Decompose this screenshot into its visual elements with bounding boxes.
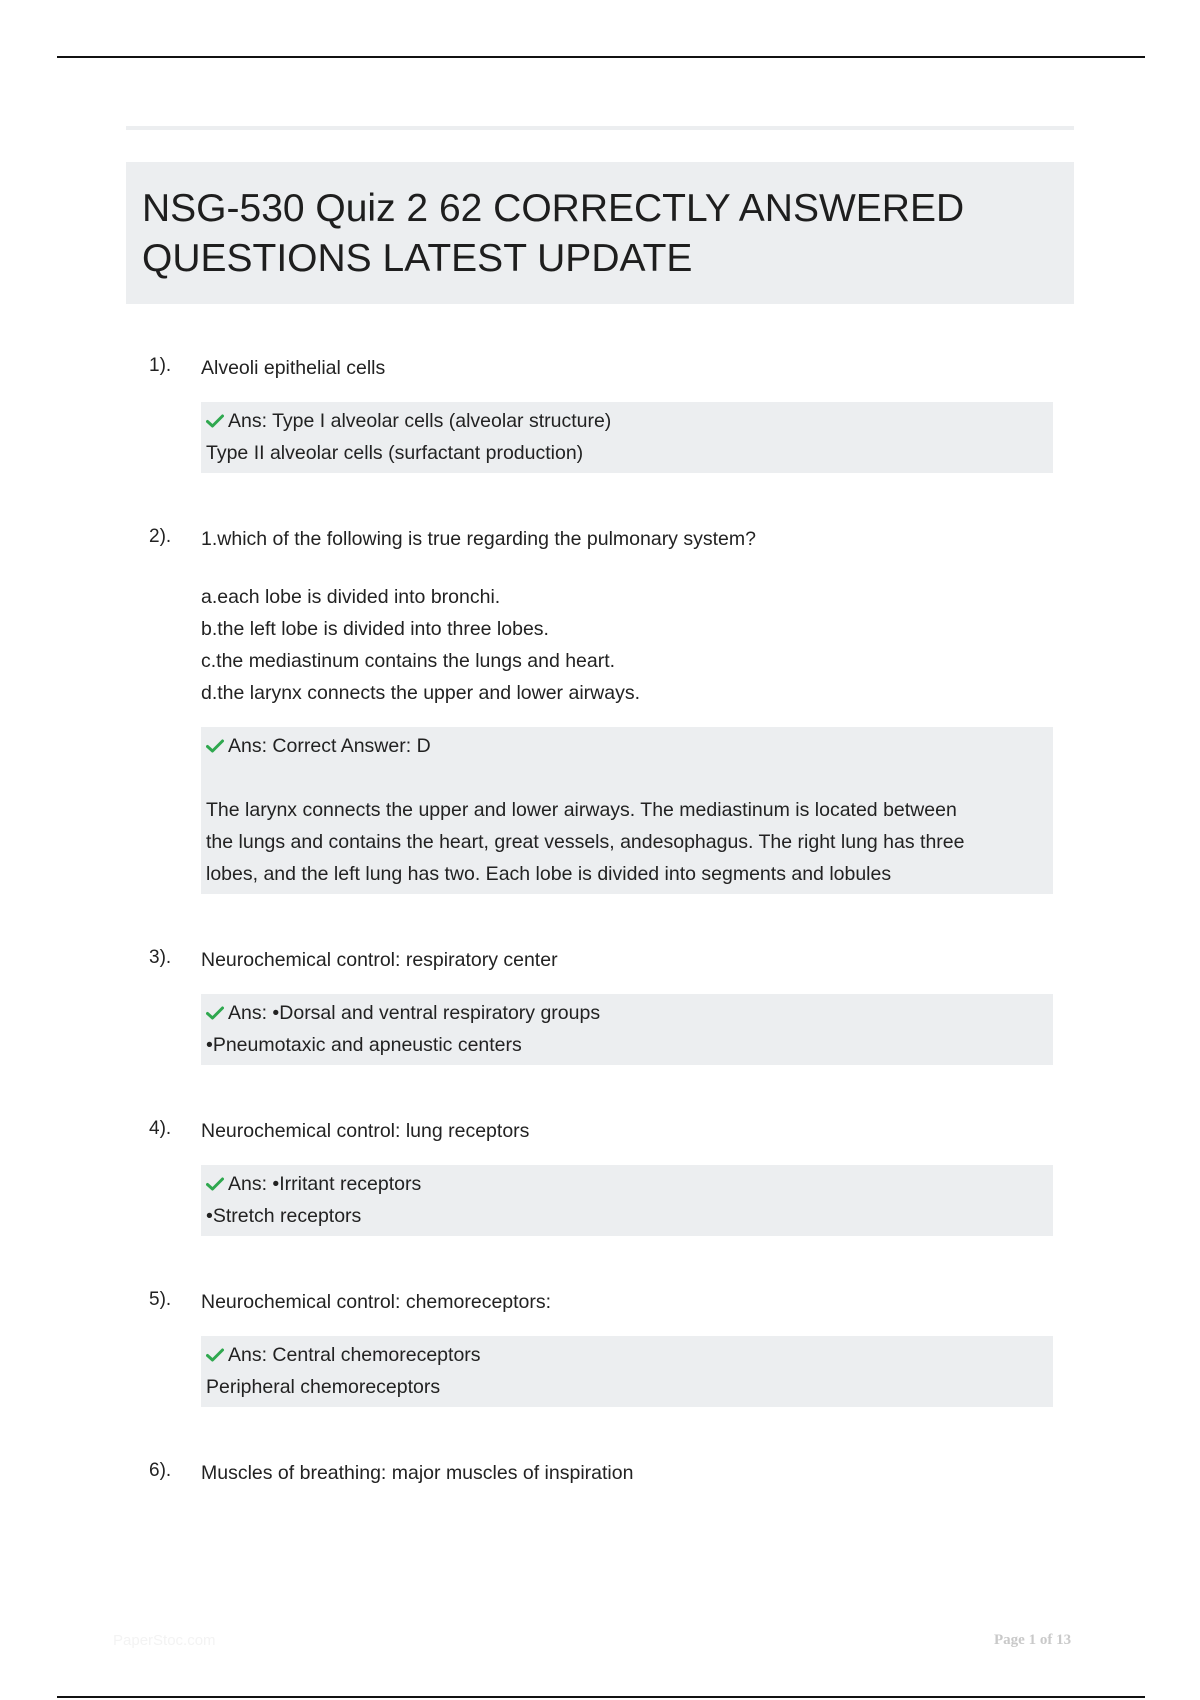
question-text: Alveoli epithelial cells bbox=[201, 357, 386, 379]
question-number: 3). bbox=[149, 947, 172, 968]
answer-text: Ans: Type I alveolar cells (alveolar structure) bbox=[228, 410, 612, 432]
answer-line: lobes, and the left lung has two. Each lobe is divided into segments and lobules bbox=[206, 863, 892, 885]
footer-watermark: PaperStoc.com bbox=[113, 1632, 216, 1649]
answer-line bbox=[206, 405, 1048, 437]
question-number: 2). bbox=[149, 526, 172, 547]
answer-box bbox=[201, 1165, 1053, 1236]
option-line: b.the left lobe is divided into three lobes. bbox=[201, 618, 549, 640]
answer-box bbox=[201, 727, 1053, 894]
question-number: 5). bbox=[149, 1289, 172, 1310]
page-number: Page 1 of 13 bbox=[994, 1632, 1072, 1648]
answer-line: the lungs and contains the heart, great vessels, andesophagus. The right lung has three bbox=[206, 831, 965, 853]
question-number: 1). bbox=[149, 355, 172, 376]
question-text: Neurochemical control: chemoreceptors: bbox=[201, 1291, 552, 1313]
check-icon bbox=[206, 739, 224, 753]
answer-text: Ans: Central chemoreceptors bbox=[228, 1344, 481, 1366]
question-text: Neurochemical control: respiratory center bbox=[201, 949, 558, 971]
page-title: NSG-530 Quiz 2 62 CORRECTLY ANSWERED QUESTIONS LATEST UPDATE bbox=[142, 187, 965, 280]
check-icon bbox=[206, 414, 224, 428]
question-item bbox=[0, 1286, 1200, 1407]
question-item bbox=[0, 352, 1200, 473]
question-item bbox=[0, 523, 1200, 894]
question-text: 1.which of the following is true regarding the pulmonary system? bbox=[201, 528, 756, 550]
question-item bbox=[0, 944, 1200, 1065]
answer-line: •Pneumotaxic and apneustic centers bbox=[206, 1034, 522, 1056]
question-options bbox=[201, 581, 1200, 709]
answer-box bbox=[201, 994, 1053, 1065]
answer-line bbox=[206, 762, 1048, 794]
question-number: 6). bbox=[149, 1460, 172, 1481]
check-icon bbox=[206, 1006, 224, 1020]
answer-line bbox=[206, 997, 1048, 1029]
question-text: Neurochemical control: lung receptors bbox=[201, 1120, 530, 1142]
question-number: 4). bbox=[149, 1118, 172, 1139]
answer-line bbox=[206, 1339, 1048, 1371]
answer-text: Ans: Correct Answer: D bbox=[228, 735, 431, 757]
question-item bbox=[0, 1457, 1200, 1489]
bottom-rule bbox=[57, 1696, 1145, 1698]
check-icon bbox=[206, 1177, 224, 1191]
answer-text: Ans: •Irritant receptors bbox=[228, 1173, 422, 1195]
answer-box bbox=[201, 402, 1053, 473]
answer-line bbox=[206, 730, 1048, 762]
top-rule bbox=[57, 56, 1145, 58]
option-line: a.each lobe is divided into bronchi. bbox=[201, 586, 501, 608]
answer-line: Type II alveolar cells (surfactant production) bbox=[206, 442, 584, 464]
option-line: c.the mediastinum contains the lungs and heart. bbox=[201, 650, 616, 672]
title-box bbox=[126, 162, 1074, 304]
question-text: Muscles of breathing: major muscles of inspiration bbox=[201, 1462, 634, 1484]
header-divider bbox=[126, 126, 1074, 130]
answer-line bbox=[206, 1168, 1048, 1200]
answer-line: •Stretch receptors bbox=[206, 1205, 362, 1227]
answer-line: The larynx connects the upper and lower airways. The mediastinum is located between bbox=[206, 799, 957, 821]
option-line: d.the larynx connects the upper and lower airways. bbox=[201, 682, 640, 704]
check-icon bbox=[206, 1348, 224, 1362]
answer-line: Peripheral chemoreceptors bbox=[206, 1376, 441, 1398]
answer-box bbox=[201, 1336, 1053, 1407]
question-list bbox=[0, 352, 1200, 1489]
answer-text: Ans: •Dorsal and ventral respiratory groups bbox=[228, 1002, 601, 1024]
question-item bbox=[0, 1115, 1200, 1236]
